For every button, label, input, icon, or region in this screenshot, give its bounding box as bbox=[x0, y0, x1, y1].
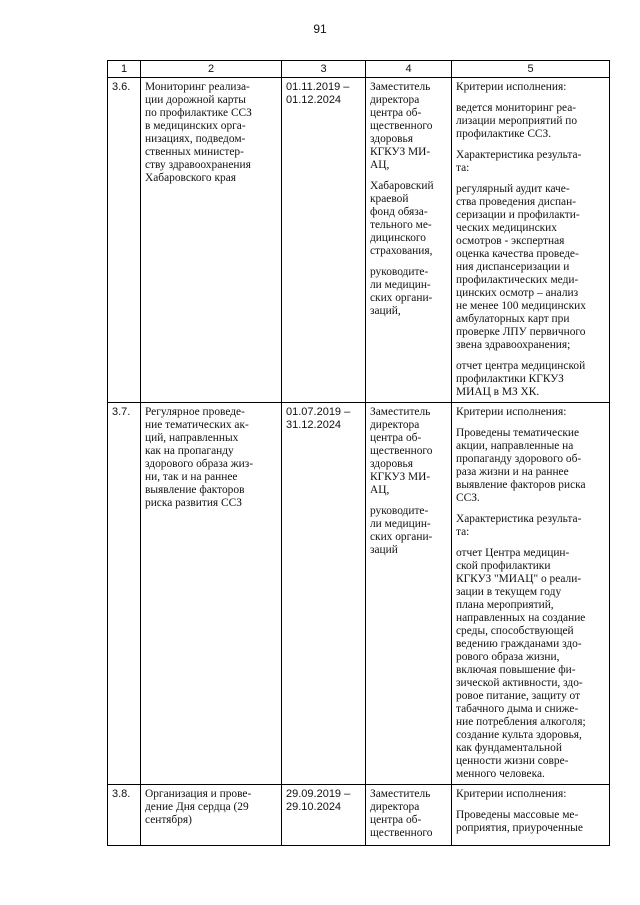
executors-cell bbox=[366, 785, 452, 846]
dates-cell: 01.07.2019 – 31.12.2024 bbox=[282, 403, 366, 785]
criteria-paragraph: отчет центра медицинской профилактики КГКУЗ МИАЦ в МЗ ХК. bbox=[456, 360, 586, 398]
criteria-paragraph: Характеристика результа- та: bbox=[456, 513, 582, 538]
executors-cell bbox=[366, 78, 452, 403]
criteria-paragraph: Проведены массовые ме- роприятия, приуроченные bbox=[456, 809, 583, 834]
dates-cell: 01.11.2019 – 01.12.2024 bbox=[282, 78, 366, 403]
activity-cell: Мониторинг реализа- ции дорожной карты по профилактике ССЗ в медицинских орга- низациях, подведом- ственных министер- ству здравоохранения Хабаровского края bbox=[141, 78, 282, 403]
executors-cell bbox=[366, 403, 452, 785]
column-header-1: 1 bbox=[108, 61, 141, 78]
executor-paragraph: руководите- ли медицин- ских органи- заций bbox=[370, 505, 433, 556]
executor-paragraph: Хабаровский краевой фонд обяза- тельного ме- дицинского страхования, bbox=[370, 180, 434, 257]
table-row bbox=[108, 785, 610, 846]
table-header-row bbox=[108, 61, 610, 78]
row-number: 3.6. bbox=[108, 78, 141, 403]
criteria-paragraph: Критерии исполнения: bbox=[456, 406, 567, 418]
criteria-paragraph: регулярный аудит каче- ства проведения диспан- серизации и профилакти- ческих медицинских осмотров - экспертная оценка качества проведе- ния диспансеризации и профилактических меди- цинских осмотр – анализ не менее 100 медицинских амбулаторных карт при проверке ЛПУ первичного звена здравоохранения; bbox=[456, 183, 586, 351]
criteria-paragraph: ведется мониторинг реа- лизации мероприятий по профилактике ССЗ. bbox=[456, 102, 578, 140]
activity-cell: Организация и прове- дение Дня сердца (29 сентября) bbox=[141, 785, 282, 846]
row-number: 3.7. bbox=[108, 403, 141, 785]
executor-paragraph: Заместитель директора центра об- щественного bbox=[370, 788, 433, 839]
executor-paragraph: руководите- ли медицин- ских органи- заций, bbox=[370, 266, 433, 317]
column-header-2: 2 bbox=[141, 61, 282, 78]
criteria-cell bbox=[452, 403, 610, 785]
criteria-paragraph: Критерии исполнения: bbox=[456, 81, 567, 93]
row-number: 3.8. bbox=[108, 785, 141, 846]
column-header-5: 5 bbox=[452, 61, 610, 78]
activity-cell: Регулярное проведе- ние тематических ак- ций, направленных как на пропаганду здорового образа жиз- ни, так и на раннее выявление факторов риска развития ССЗ bbox=[141, 403, 282, 785]
criteria-cell bbox=[452, 78, 610, 403]
column-header-3: 3 bbox=[282, 61, 366, 78]
plan-table bbox=[107, 60, 610, 846]
table-row bbox=[108, 403, 610, 785]
dates-cell: 29.09.2019 – 29.10.2024 bbox=[282, 785, 366, 846]
column-header-4: 4 bbox=[366, 61, 452, 78]
executor-paragraph: Заместитель директора центра об- щественного здоровья КГКУЗ МИ- АЦ, bbox=[370, 406, 433, 496]
criteria-paragraph: Характеристика результа- та: bbox=[456, 149, 582, 174]
criteria-paragraph: отчет Центра медицин- ской профилактики КГКУЗ "МИАЦ" о реали- зации в текущем году плана мероприятий, направленных на создание среды, способствующей ведению гражданами здо- рового образа жизни, включая повышение фи- зической активности, здо- ровое питание, защиту от табачного дыма и сниже- ние потребления алкоголя; создание культа здоровья, как фундаментальной ценности жизни совре- менного человека. bbox=[456, 547, 586, 780]
executor-paragraph: Заместитель директора центра об- щественного здоровья КГКУЗ МИ- АЦ, bbox=[370, 81, 433, 171]
page-number: 91 bbox=[313, 22, 327, 36]
criteria-paragraph: Проведены тематические акции, направленные на пропаганду здорового об- раза жизни и на раннее выявление факторов риска ССЗ. bbox=[456, 427, 586, 504]
table-row bbox=[108, 78, 610, 403]
criteria-paragraph: Критерии исполнения: bbox=[456, 788, 567, 800]
criteria-cell bbox=[452, 785, 610, 846]
